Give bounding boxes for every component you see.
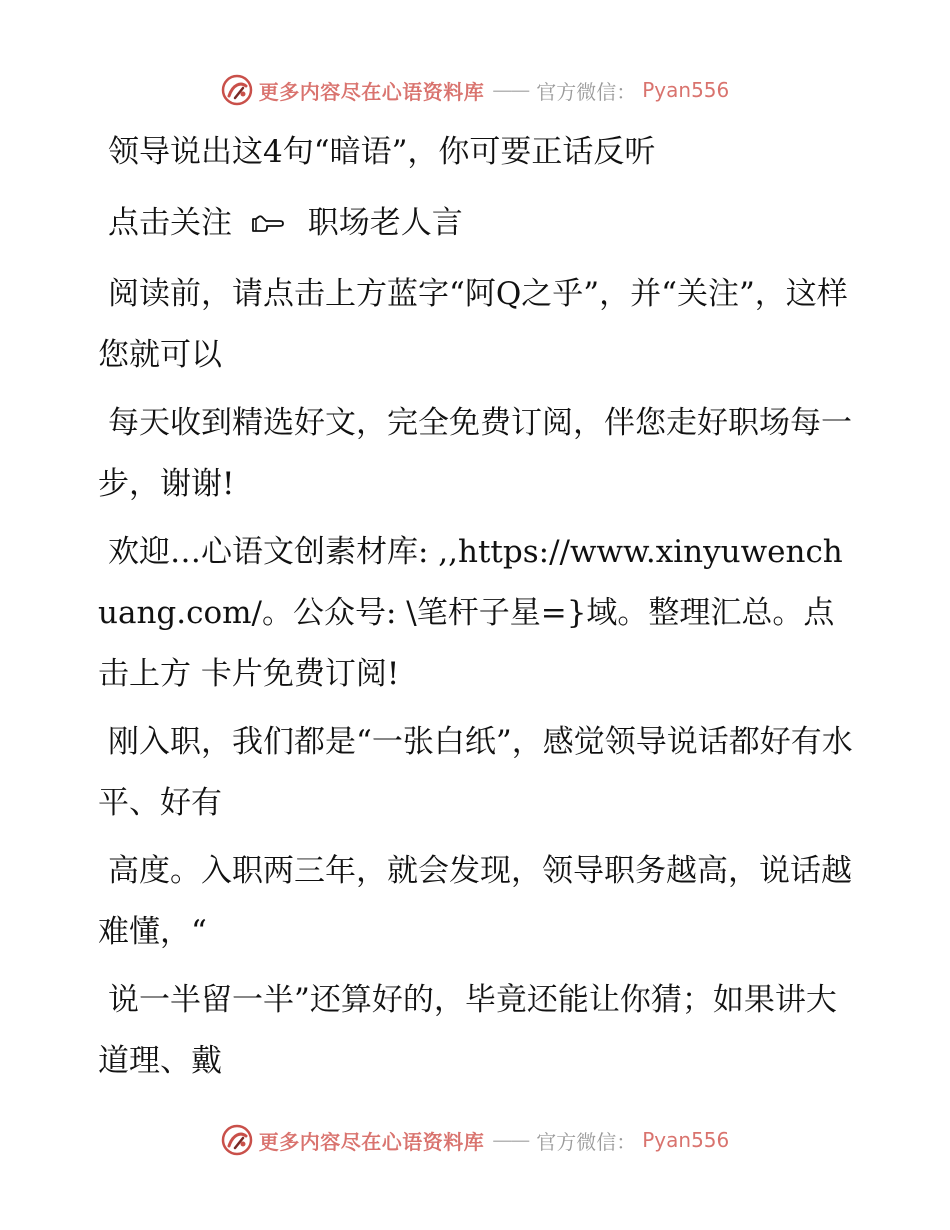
- banner-wechat-id: Pyan556: [642, 78, 730, 102]
- logo-seal-icon: [221, 1124, 253, 1156]
- banner-wechat-id: Pyan556: [642, 1128, 730, 1152]
- banner-text: 更多内容尽在心语资料库: [258, 79, 485, 104]
- paragraph-height: 高度。入职两三年，就会发现，领导职务越高，说话越难懂，“: [98, 853, 852, 950]
- banner-dash: ——: [492, 78, 529, 102]
- follow-prefix: 点击关注: [108, 205, 232, 241]
- follow-suffix: 职场老人言: [307, 205, 463, 241]
- pointing-hand-icon: [250, 211, 290, 235]
- banner-dash: ——: [492, 1128, 529, 1152]
- paragraph-welcome: 欢迎…心语文创素材库: ,,https://www.xinyuwenchuang.com/。公众号: \笔杆子星=}域。整理汇总。点击上方 卡片免费订阅!: [98, 534, 843, 692]
- header-banner: [0, 70, 950, 110]
- paragraph-daily-articles: 每天收到精选好文，完全免费订阅，伴您走好职场每一步，谢谢!: [98, 405, 852, 502]
- article-body: [98, 122, 858, 1099]
- footer-banner: [0, 1120, 950, 1160]
- banner-wechat-label: 官方微信：: [536, 79, 637, 104]
- logo-seal-icon: [221, 74, 253, 106]
- paragraph-read-before: 阅读前，请点击上方蓝字“阿Q之乎”，并“关注”，这样您就可以: [98, 276, 848, 373]
- paragraph-new-hire: 刚入职，我们都是“一张白纸”，感觉领导说话都好有水平、好有: [98, 724, 853, 821]
- follow-line: [98, 193, 858, 254]
- footer-banner-content: [221, 1124, 730, 1156]
- header-banner-content: [221, 74, 730, 106]
- banner-wechat-label: 官方微信：: [536, 1129, 637, 1154]
- paragraph-half-said: 说一半留一半”还算好的，毕竟还能让你猜；如果讲大道理、戴: [98, 982, 837, 1079]
- banner-text: 更多内容尽在心语资料库: [258, 1129, 485, 1154]
- article-title: 领导说出这4句“暗语”，你可要正话反听: [108, 134, 656, 170]
